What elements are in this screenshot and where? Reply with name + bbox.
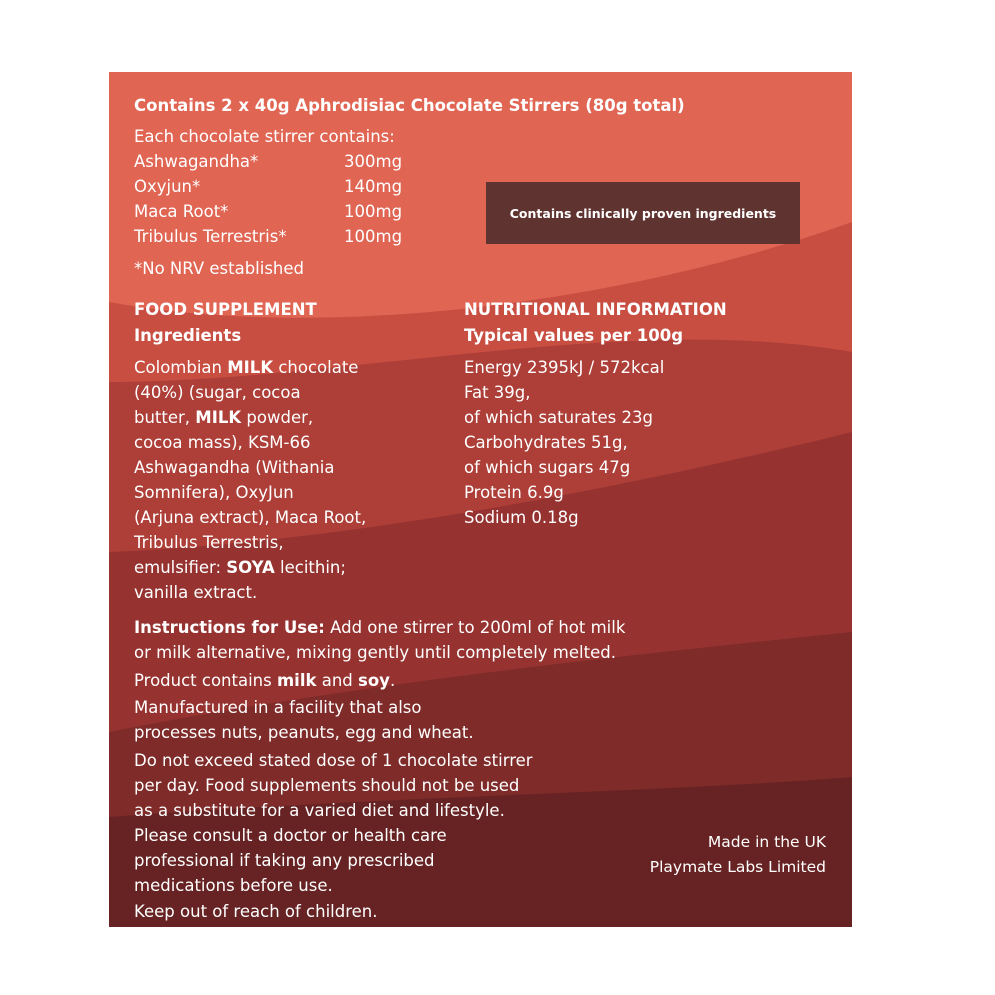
nutrition-heading: NUTRITIONAL INFORMATION [464,300,727,319]
ingredient-amount: 100mg [344,202,403,221]
instructions-label: Instructions for Use: [134,618,325,637]
ingredient-name: Maca Root* [134,202,229,221]
ingredient-name: Oxyjun* [134,177,201,196]
ingredients-line: cocoa mass), KSM-66 [134,433,311,452]
nutrition-subheading: Typical values per 100g [464,326,684,345]
active-ingredient-row [134,199,402,224]
warning-line: per day. Food supplements should not be used [134,776,520,795]
stirrer-intro: Each chocolate stirrer contains: [134,127,395,146]
warning-line: Do not exceed stated dose of 1 chocolate stirrer [134,751,533,770]
children-warning: Keep out of reach of children. [134,902,378,921]
ingredients-line: emulsifier: SOYA lecithin; [134,558,346,577]
warning-line: medications before use. [134,876,333,895]
allergen-statement: Product contains milk and soy. [134,671,396,690]
ingredients-text [134,355,366,605]
nutrition-line: Sodium 0.18g [464,508,579,527]
label-panel [109,72,852,927]
ingredient-name: Tribulus Terrestris* [134,227,287,246]
clinically-proven-badge: Contains clinically proven ingredients [486,182,800,244]
warning-statement [134,748,533,898]
ingredient-amount: 300mg [344,152,403,171]
ingredients-line: Ashwagandha (Withania [134,458,335,477]
nutrition-line: Carbohydrates 51g, [464,433,628,452]
warning-line: as a substitute for a varied diet and lifestyle. [134,801,505,820]
nutrition-line: Energy 2395kJ / 572kcal [464,358,665,377]
instructions-line: or milk alternative, mixing gently until completely melted. [134,643,616,662]
ingredient-amount: 140mg [344,177,403,196]
active-ingredient-row [134,174,402,199]
food-supplement-heading: FOOD SUPPLEMENT [134,300,317,319]
active-ingredient-row [134,224,402,249]
nutrition-line: Fat 39g, [464,383,531,402]
origin-info [650,830,826,880]
ingredient-name: Ashwagandha* [134,152,259,171]
ingredients-line: (Arjuna extract), Maca Root, [134,508,367,527]
nutrition-values [464,355,664,530]
ingredients-line: (40%) (sugar, cocoa [134,383,301,402]
ingredients-line: Tribulus Terrestris, [134,533,284,552]
company-name: Playmate Labs Limited [649,858,826,876]
product-title: Contains 2 x 40g Aphrodisiac Chocolate Stirrers (80g total) [134,96,685,115]
warning-line: Please consult a doctor or health care [134,826,447,845]
ingredients-line: vanilla extract. [134,583,258,602]
active-ingredient-row [134,149,402,174]
nrv-footnote: *No NRV established [134,259,305,278]
ingredients-line: Somnifera), OxyJun [134,483,294,502]
nutrition-line: of which saturates 23g [464,408,653,427]
instructions-block [134,615,625,665]
nutrition-line: of which sugars 47g [464,458,631,477]
warning-line: professional if taking any prescribed [134,851,435,870]
ingredients-line: Colombian MILK chocolate [134,358,359,377]
ingredients-line: butter, MILK powder, [134,408,314,427]
instructions-line: Instructions for Use: Add one stirrer to 200ml of hot milk [134,618,626,637]
ingredient-amount: 100mg [344,227,403,246]
nutrition-line: Protein 6.9g [464,483,564,502]
active-ingredients-list [134,149,402,249]
facility-statement: Manufactured in a facility that also processes nuts, peanuts, egg and wheat. [134,698,474,742]
ingredients-subheading: Ingredients [134,326,242,345]
made-in-label: Made in the UK [707,833,826,851]
